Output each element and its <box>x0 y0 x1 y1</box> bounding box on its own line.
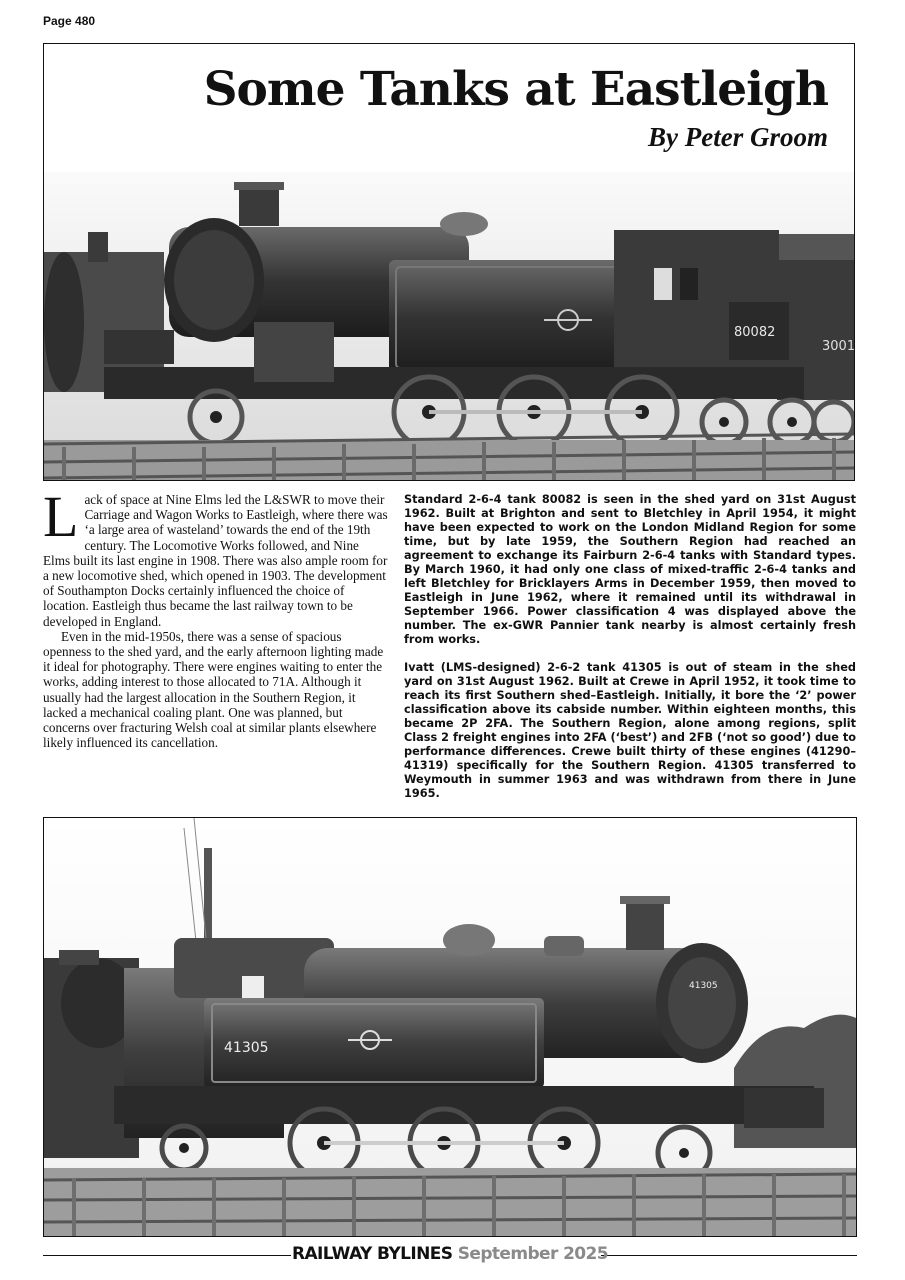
locomotive-41305-photo <box>44 818 856 1236</box>
drop-cap: L <box>43 484 79 549</box>
caption-top-photo: Standard 2-6-4 tank 80082 is seen in the shed yard on 31st August 1962. Built at Brighton and sent to Bletchley in April 1954, it might have been expected to work on the London Midland Region for some time, but by late 1959, the Southern Region had reached an agreement to exchange its Fairburn 2-6-4 tanks with Standard types. By March 1960, it had only one class of mixed-traffic 2-6-4 tanks and left Bletchley for Bricklayers Arms in December 1959, then moved to Eastleigh in June 1962, where it remained until its withdrawal in September 1966. Power classification 4 was displayed above the number. The ex-GWR Pannier tank nearby is almost certainly fresh from works. <box>404 493 856 646</box>
footer-text <box>43 1244 857 1264</box>
caption-bottom-photo: Ivatt (LMS-designed) 2-6-2 tank 41305 is out of steam in the shed yard on 31st August 1962. Built at Crewe in April 1952, it took time to reach its first Southern shed–Eastleigh. Initially, it bore the ‘2’ power classification above its cabside number. Within eighteen months, this became 2P 2FA. The Southern Region, alone among regions, split Class 2 freight engines into 2FA (‘best’) and 2FB (‘not so good’) due to performance differences. Crewe built thirty of these engines (41290–41319) specifically for the Southern Region. 41305 transferred to Weymouth in summer 1963 and was withdrawn from there in June 1965. <box>404 661 856 800</box>
page-footer <box>43 1243 857 1267</box>
article-body <box>43 484 389 751</box>
magazine-name: RAILWAY BYLINES <box>292 1244 453 1264</box>
locomotive-80082-photo <box>44 172 855 481</box>
loco-number-3001: 3001 <box>822 339 856 354</box>
article-byline: By Peter Groom <box>648 122 828 152</box>
article-paragraph-2: Even in the mid-1950s, there was a sense of spacious openness to the shed yard, and the early afternoon lighting made it ideal for photography. There were engines waiting to enter the works, adding interest to those allocated to 71A. Although it usually had the largest allocation in the Southern Region, it lacked a mechanical coaling plant. One was planned, but concerns over fracturing Welsh coal at similar plants elsewhere likely influenced its cancellation. <box>43 628 384 751</box>
article-title: Some Tanks at Eastleigh <box>203 62 828 117</box>
smokebox-number-plate: 41305 <box>689 981 718 991</box>
issue-date: September 2025 <box>457 1244 608 1264</box>
bottom-photo-frame <box>43 817 857 1237</box>
article-paragraph-1: Lack of space at Nine Elms led the L&SWR to move their Carriage and Wagon Works to Eastleigh, where there was ‘a large area of wasteland’ towards the end of the 19th century. The Locomotive Works followed, and Nine Elms built its last engine in 1908. There was also ample room for a new locomotive shed, which opened in 1903. The development of Southampton Docks certainly influenced the choice of location. Eastleigh thus became the last railway town to be developed in England. <box>43 484 388 629</box>
loco-number-80082: 80082 <box>734 325 776 340</box>
loco-number-41305: 41305 <box>224 1040 269 1056</box>
captions-column <box>404 493 856 815</box>
page-number: Page 480 <box>43 14 96 28</box>
top-photo-frame <box>43 43 855 481</box>
